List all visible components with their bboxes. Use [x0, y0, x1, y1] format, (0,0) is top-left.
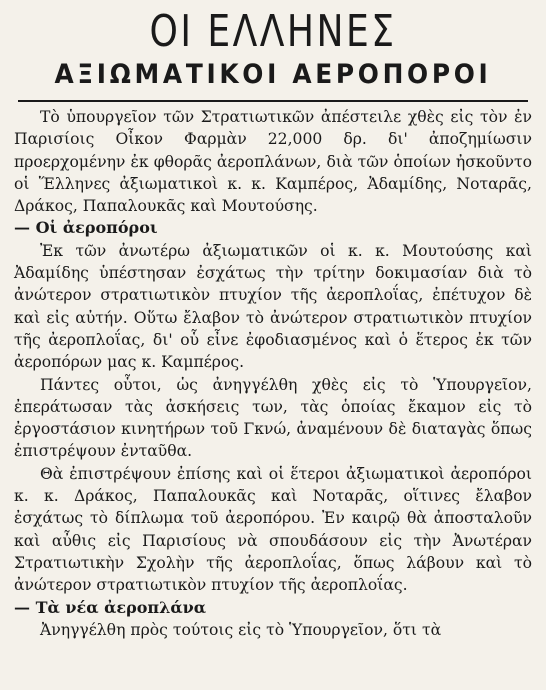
paragraph: Θὰ ἐπιστρέψουν ἐπίσης καὶ οἱ ἕτεροι ἀξιωματικοὶ ἀεροπόροι κ. κ. Δράκος, Παπαλουκᾶς καὶ Νοταρᾶς, οἵτινες ἔλαβον ἐσχάτως τὸ δίπλωμα τοῦ ἀεροπόρου. Ἐν καιρῷ θὰ ἀποσταλοῦν καὶ αὖθις εἰς Παρισίους νὰ σπουδάσουν εἰς τὴν Ἀνωτέραν Στρατιωτικὴν Σχολὴν τῆς ἀεροπλοΐας, ὅπως λάβουν καὶ τὸ ἀνώτερον στρατιωτικὸν πτυχίον τῆς ἀεροπλοΐας. [14, 464, 532, 595]
paragraph: Τὸ ὑπουργεῖον τῶν Στρατιωτικῶν ἀπέστειλε χθὲς εἰς τὸν ἐν Παρισίοις Οἶκον Φαρμὰν 22,000 δρ. δι' ἀποζημίωσιν προερχομένην ἐκ φθορᾶς ἀεροπλάνων, διὰ τῶν ὁποίων ἠσκοῦντο οἱ Ἕλληνες ἀξιωματικοὶ κ. κ. Καμπέρος, Ἀδαμίδης, Νοταρᾶς, Δράκος, Παπαλουκᾶς καὶ Μουτούσης. [14, 108, 532, 216]
article-body [14, 106, 532, 641]
headline: ΟΙ ΕΛΛΗΝΕΣ [149, 6, 397, 57]
paragraph: Ἐκ τῶν ἀνωτέρω ἀξιωματικῶν οἱ κ. κ. Μουτούσης καὶ Ἀδαμίδης ὑπέστησαν ἐσχάτως τὴν τρίτην δοκιμασίαν διὰ τὸ ἀνώτερον στρατιωτικὸν πτυχίον τῆς ἀεροπλοΐας, ἐπέτυχον δὲ καὶ εἰς αὐτήν. Οὕτω ἔλαβον τὸ ἀνώτερον στρατιωτικὸν πτυχίον τῆς ἀεροπλοΐας, δι' οὗ εἶνε ἐφοδιασμένος καὶ ὁ ἕτερος ἐκ τῶν ἀεροπόρων μας κ. Καμπέρος. [14, 241, 532, 372]
subheadline: ΑΞΙΩΜΑΤΙΚΟΙ ΑΕΡΟΠΟΡΟΙ [54, 59, 492, 90]
section-heading: — Τὰ νέα ἀεροπλάνα [14, 597, 207, 617]
section-heading: — Οἱ ἀεροπόροι [14, 218, 158, 238]
paragraph: Ἀνηγγέλθη πρὸς τούτοις εἰς τὸ Ὑπουργεῖον, ὅτι τὰ [40, 620, 442, 639]
paragraph: Πάντες οὗτοι, ὡς ἀνηγγέλθη χθὲς εἰς τὸ Ὑπουργεῖον, ἐπεράτωσαν τὰς ἀσκήσεις των, τὰς ὁποίας ἔκαμον εἰς τὸ ἐργοστάσιον κινητήρων τοῦ Γκνώ, ἀναμένουν δὲ διαταγὰς ὅπως ἐπιστρέψουν ἐνταῦθα. [14, 375, 532, 461]
divider [18, 100, 528, 102]
